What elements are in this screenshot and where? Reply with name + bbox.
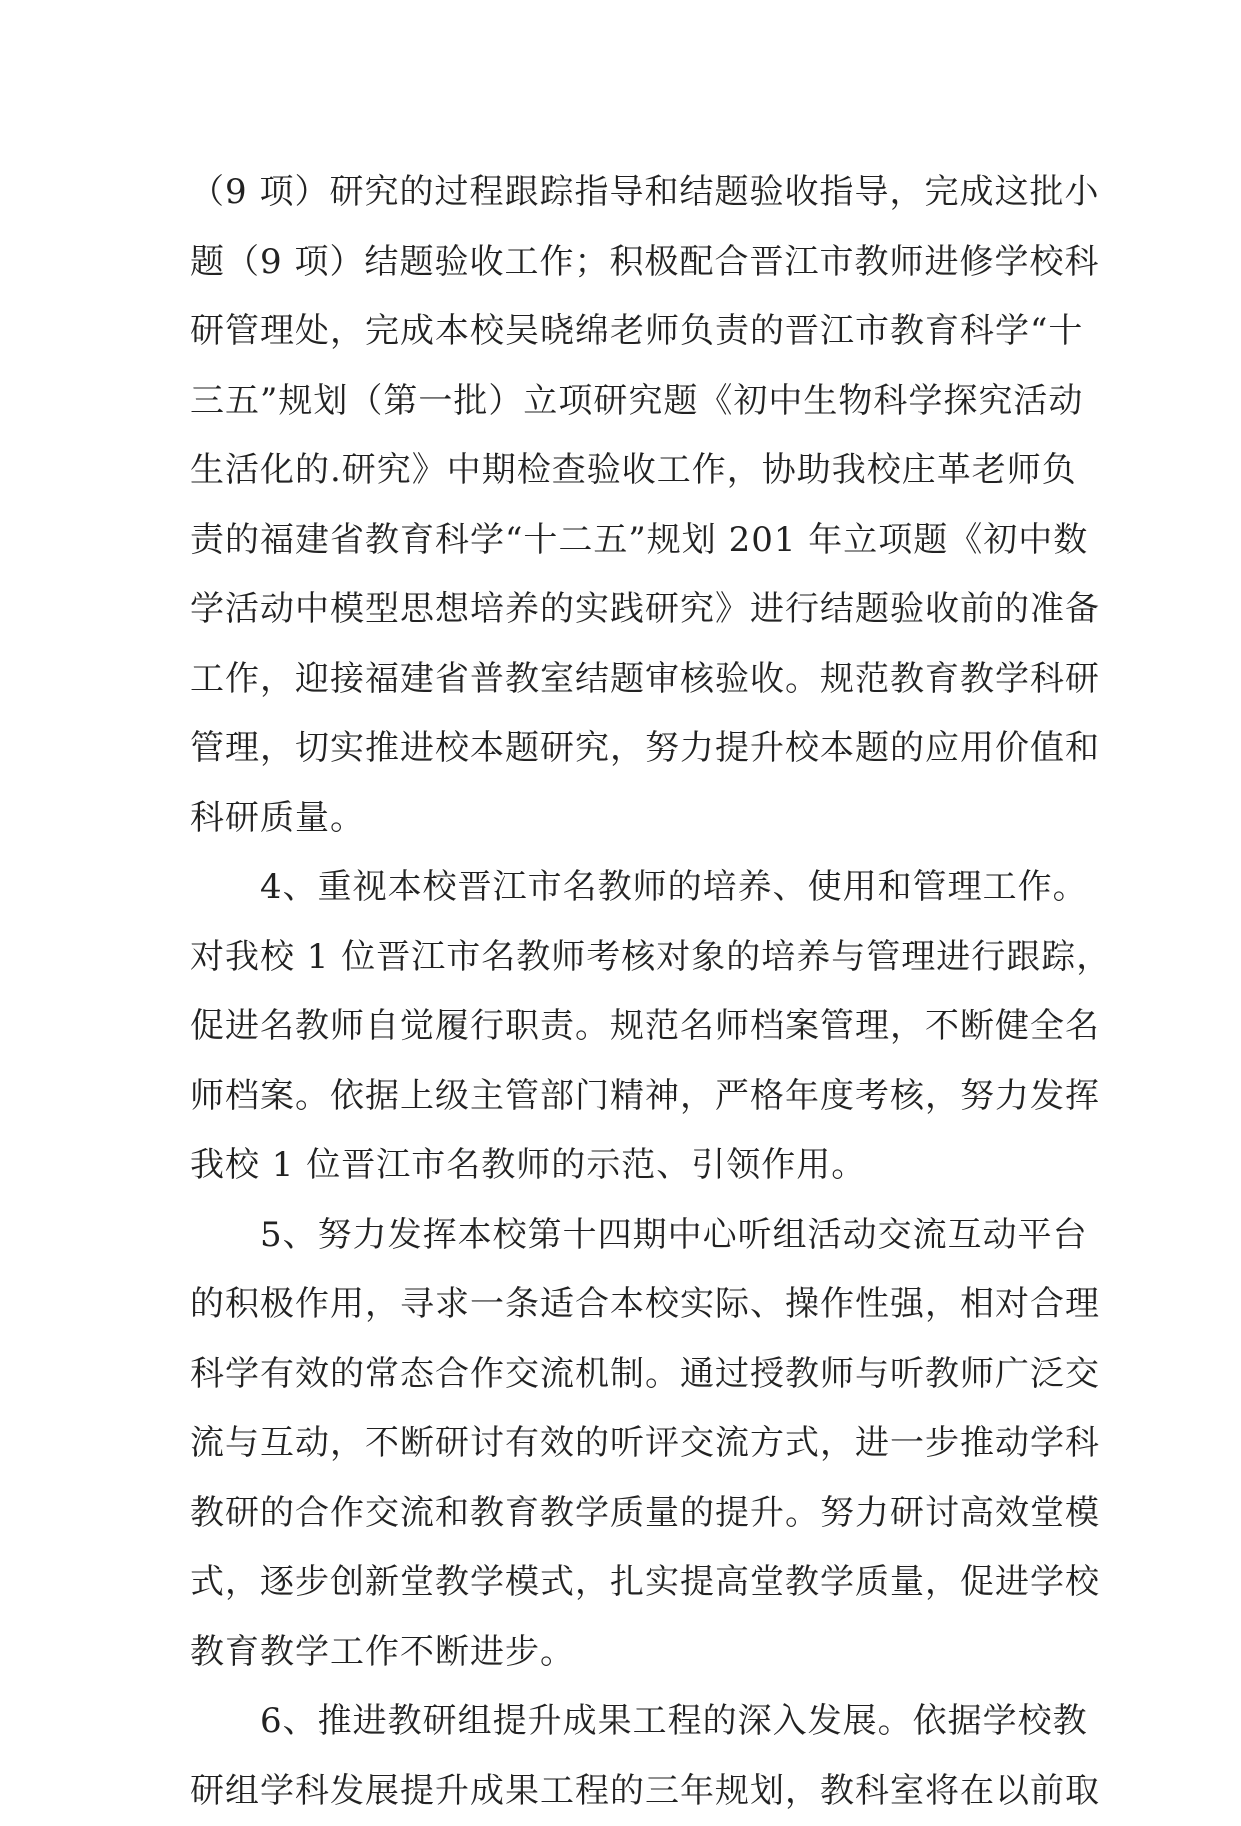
- paragraph-5-start: 5、努力发挥本校第十四期中心听组活动交流互动平台: [190, 1201, 1050, 1271]
- text-line: 式，逐步创新堂教学模式，扎实提高堂教学质量，促进学校: [190, 1548, 1050, 1618]
- text-line: 责的福建省教育科学“十二五”规划 201 年立项题《初中数: [190, 506, 1050, 576]
- text-line: 生活化的.研究》中期检查验收工作，协助我校庄革老师负: [190, 436, 1050, 506]
- text-line: 教育教学工作不断进步。: [190, 1618, 1050, 1688]
- text-line: 三五”规划（第一批）立项研究题《初中生物科学探究活动: [190, 367, 1050, 437]
- text-line: 科研质量。: [190, 784, 1050, 854]
- text-line: 师档案。依据上级主管部门精神，严格年度考核，努力发挥: [190, 1062, 1050, 1132]
- text-line: 研管理处，完成本校吴晓绵老师负责的晋江市教育科学“十: [190, 297, 1050, 367]
- text-line: （9 项）研究的过程跟踪指导和结题验收指导，完成这批小: [190, 158, 1050, 228]
- text-line: 管理，切实推进校本题研究，努力提升校本题的应用价值和: [190, 714, 1050, 784]
- paragraph-4-start: 4、重视本校晋江市名教师的培养、使用和管理工作。: [190, 853, 1050, 923]
- text-line: 的积极作用，寻求一条适合本校实际、操作性强，相对合理: [190, 1270, 1050, 1340]
- text-line: 研组学科发展提升成果工程的三年规划，教科室将在以前取: [190, 1757, 1050, 1826]
- text-line: 教研的合作交流和教育教学质量的提升。努力研讨高效堂模: [190, 1479, 1050, 1549]
- text-line: 工作，迎接福建省普教室结题审核验收。规范教育教学科研: [190, 645, 1050, 715]
- text-line: 对我校 1 位晋江市名教师考核对象的培养与管理进行跟踪，: [190, 923, 1050, 993]
- text-line: 题（9 项）结题验收工作；积极配合晋江市教师进修学校科: [190, 228, 1050, 298]
- body-text: [190, 158, 1050, 1826]
- text-line: 流与互动，不断研讨有效的听评交流方式，进一步推动学科: [190, 1409, 1050, 1479]
- text-line: 促进名教师自觉履行职责。规范名师档案管理，不断健全名: [190, 992, 1050, 1062]
- text-line: 我校 1 位晋江市名教师的示范、引领作用。: [190, 1131, 1050, 1201]
- text-line: 科学有效的常态合作交流机制。通过授教师与听教师广泛交: [190, 1340, 1050, 1410]
- text-line: 学活动中模型思想培养的实践研究》进行结题验收前的准备: [190, 575, 1050, 645]
- paragraph-6-start: 6、推进教研组提升成果工程的深入发展。依据学校教: [190, 1687, 1050, 1757]
